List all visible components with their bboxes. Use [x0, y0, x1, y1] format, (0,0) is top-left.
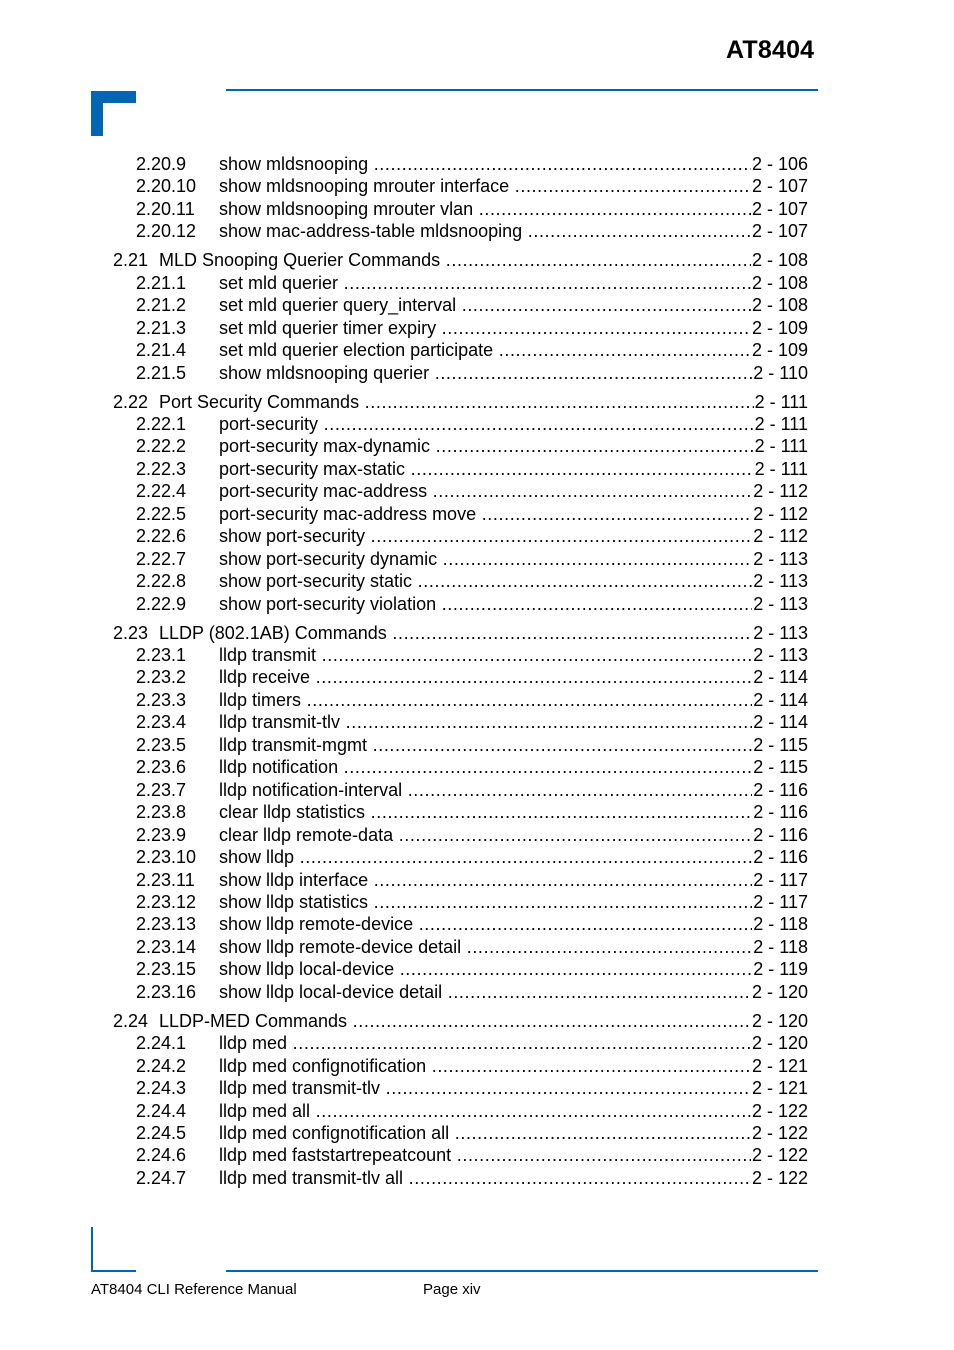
toc-entry-title-text: lldp med confignotification all	[219, 1122, 450, 1143]
toc-entry-number: 2.23.15	[136, 959, 197, 980]
toc-entry[interactable]	[0, 1100, 954, 1122]
toc-entry-number: 2.24.5	[136, 1122, 187, 1143]
toc-entry[interactable]	[0, 1077, 954, 1099]
toc-entry-title-text: clear lldp statistics	[219, 802, 366, 823]
toc-entry-title-text: LLDP-MED Commands	[159, 1010, 348, 1031]
toc-entry[interactable]	[0, 593, 954, 615]
toc-entry-number: 2.24.4	[136, 1100, 187, 1121]
toc-entry-number: 2.21.5	[136, 362, 187, 383]
toc-entry-page: 2 - 116	[753, 847, 808, 867]
toc-entry-number: 2.23.8	[136, 802, 187, 823]
toc-entry-number: 2.21.2	[136, 295, 187, 316]
toc-entry-title	[219, 666, 808, 688]
toc-entry-title	[219, 801, 808, 823]
toc-entry-number: 2.23.7	[136, 779, 187, 800]
toc-entry-title-text: LLDP (802.1AB) Commands	[159, 622, 387, 643]
toc-entry[interactable]	[0, 198, 954, 220]
toc-entry[interactable]	[0, 711, 954, 733]
toc-section-entry[interactable]	[0, 249, 954, 271]
toc-entry[interactable]	[0, 779, 954, 801]
toc-entry-number: 2.21.3	[136, 317, 187, 338]
toc-entry-number: 2.20.12	[136, 221, 197, 242]
toc-entry-title	[219, 272, 808, 294]
toc-entry-page: 2 - 122	[751, 1167, 808, 1188]
toc-entry-title-text: show mldsnooping querier	[219, 362, 430, 383]
footer-rule	[226, 1270, 818, 1272]
toc-entry[interactable]	[0, 294, 954, 316]
toc-entry-title-text: set mld querier	[219, 272, 339, 293]
toc-entry-number: 2.23.1	[136, 645, 187, 665]
toc-entry-title-text: clear lldp remote-data	[219, 824, 394, 845]
toc-entry-title	[219, 525, 808, 547]
toc-entry[interactable]	[0, 666, 954, 688]
toc-entry[interactable]	[0, 362, 954, 384]
toc-entry-number: 2.23.2	[136, 667, 187, 688]
toc-entry-title-text: lldp med faststartrepeatcount	[219, 1145, 452, 1166]
toc-entry-number: 2.23.6	[136, 757, 187, 778]
toc-entry-title	[219, 936, 808, 958]
toc-entry-title	[219, 1055, 808, 1077]
toc-entry-title-text: set mld querier election participate	[219, 340, 494, 361]
header-rule	[226, 89, 818, 91]
footer-bracket-horizontal	[91, 1270, 136, 1272]
toc-entry-title	[219, 294, 808, 316]
toc-entry[interactable]	[0, 1144, 954, 1166]
toc-entry-number: 2.24.6	[136, 1145, 187, 1166]
toc-entry-page: 2 - 116	[753, 802, 808, 823]
toc-entry-title-text: lldp med confignotification	[219, 1055, 427, 1076]
toc-entry-page: 2 - 115	[753, 757, 808, 778]
toc-entry-number: 2.22.4	[136, 481, 187, 502]
toc-entry-page: 2 - 111	[754, 391, 808, 412]
toc-entry-number: 2.24.2	[136, 1055, 187, 1076]
toc-entry-title-text: show lldp local-device detail	[219, 981, 443, 1002]
toc-entry[interactable]	[0, 480, 954, 502]
toc-entry-title-text: show port-security static	[219, 571, 413, 592]
toc-entry-number: 2.22.5	[136, 503, 187, 524]
toc-entry-page: 2 - 111	[754, 458, 808, 479]
toc-entry[interactable]	[0, 1167, 954, 1189]
toc-entry-number: 2.23	[113, 622, 149, 643]
toc-entry-title-text: lldp med transmit-tlv all	[219, 1167, 404, 1188]
toc-entry-number: 2.23.11	[136, 869, 195, 890]
toc-entry-title-text: show lldp local-device	[219, 959, 395, 980]
toc-entry-page: 2 - 121	[751, 1078, 808, 1098]
toc-entry-title	[219, 175, 808, 197]
toc-entry-title	[219, 593, 808, 615]
toc-entry-number: 2.23.10	[136, 847, 197, 867]
toc-entry-title-text: port-security max-dynamic	[219, 436, 431, 457]
toc-entry-title-text: MLD Snooping Querier Commands	[159, 250, 441, 271]
toc-entry-page: 2 - 121	[751, 1055, 808, 1076]
toc-entry-title-text: set mld querier timer expiry	[219, 317, 437, 338]
toc-entry[interactable]	[0, 891, 954, 913]
toc-entry-number: 2.20.11	[136, 198, 195, 219]
toc-entry-number: 2.22.7	[136, 548, 187, 569]
toc-entry-title	[219, 1032, 808, 1054]
toc-entry-number: 2.23.13	[136, 914, 197, 935]
toc-entry-title-text: port-security mac-address	[219, 481, 428, 502]
toc-entry-title-text: show mldsnooping mrouter vlan	[219, 198, 474, 219]
toc-entry-page: 2 - 118	[753, 936, 808, 957]
toc-entry-number: 2.21.4	[136, 340, 187, 361]
toc-entry-title	[219, 756, 808, 778]
toc-entry-page: 2 - 107	[751, 221, 808, 242]
toc-entry-title-text: lldp med all	[219, 1100, 311, 1121]
toc-entry-title-text: show mldsnooping mrouter interface	[219, 176, 510, 197]
toc-entry-title-text: lldp receive	[219, 667, 311, 688]
toc-entry-page: 2 - 106	[751, 154, 808, 174]
toc-entry-title-text: lldp med	[219, 1033, 288, 1054]
toc-entry-title	[219, 458, 808, 480]
toc-entry-title	[219, 1100, 808, 1122]
toc-entry-title-text: port-security max-static	[219, 458, 406, 479]
toc-entry-number: 2.23.9	[136, 824, 187, 845]
toc-entry-page: 2 - 111	[754, 436, 808, 457]
toc-entry[interactable]	[0, 981, 954, 1003]
toc-entry-number: 2.22.6	[136, 526, 187, 547]
toc-entry-page: 2 - 116	[753, 824, 808, 845]
toc-entry-number: 2.22.8	[136, 571, 187, 592]
toc-entry-title-text: lldp timers	[219, 689, 302, 710]
toc-entry-page: 2 - 122	[751, 1100, 808, 1121]
toc-entry[interactable]	[0, 1055, 954, 1077]
toc-entry-title	[219, 413, 808, 435]
toc-entry[interactable]	[0, 339, 954, 361]
corner-bracket-icon	[91, 91, 136, 136]
toc-entry[interactable]	[0, 503, 954, 525]
toc-entry-title	[219, 1077, 808, 1099]
toc-entry-title-text: lldp notification-interval	[219, 779, 403, 800]
toc-section-entry[interactable]	[0, 391, 954, 413]
toc-entry-page: 2 - 108	[751, 250, 808, 271]
toc-entry-page: 2 - 113	[753, 622, 808, 643]
toc-entry-number: 2.22.3	[136, 458, 187, 479]
toc-entry-number: 2.23.3	[136, 689, 187, 710]
toc-entry[interactable]	[0, 413, 954, 435]
toc-entry-number: 2.23.14	[136, 936, 197, 957]
toc-entry[interactable]	[0, 936, 954, 958]
toc-entry-title-text: port-security	[219, 413, 319, 434]
toc-section-entry[interactable]	[0, 1010, 954, 1032]
toc-entry[interactable]	[0, 458, 954, 480]
toc-entry-page: 2 - 120	[751, 981, 808, 1002]
toc-entry-page: 2 - 119	[753, 959, 808, 980]
toc-entry-title	[159, 391, 808, 413]
toc-entry-title	[219, 548, 808, 570]
toc-entry-page: 2 - 118	[753, 914, 808, 935]
toc-entry-number: 2.22.1	[136, 413, 187, 434]
toc-entry[interactable]	[0, 846, 954, 868]
toc-entry-number: 2.24.7	[136, 1167, 187, 1188]
toc-entry-number: 2.22.9	[136, 593, 187, 614]
toc-entry-title	[159, 622, 808, 644]
toc-entry[interactable]	[0, 525, 954, 547]
toc-entry[interactable]	[0, 801, 954, 823]
toc-entry[interactable]	[0, 734, 954, 756]
toc-entry-title	[159, 249, 808, 271]
toc-entry-title	[219, 198, 808, 220]
toc-entry-page: 2 - 112	[753, 526, 808, 547]
toc-entry-title-text: lldp transmit-mgmt	[219, 734, 368, 755]
toc-entry[interactable]	[0, 570, 954, 592]
toc-entry[interactable]	[0, 1032, 954, 1054]
toc-entry-title-text: show port-security violation	[219, 593, 437, 614]
toc-entry[interactable]	[0, 958, 954, 980]
toc-entry-title-text: show mldsnooping	[219, 154, 369, 174]
toc-entry[interactable]	[0, 644, 954, 666]
toc-entry-page: 2 - 112	[753, 503, 808, 524]
toc-entry-title	[219, 1167, 808, 1189]
toc-entry-title	[219, 846, 808, 868]
toc-entry-page: 2 - 108	[751, 295, 808, 316]
toc-entry-page: 2 - 120	[751, 1010, 808, 1031]
toc-entry-title	[219, 711, 808, 733]
toc-entry-title-text: show port-security dynamic	[219, 548, 438, 569]
toc-entry-title-text: lldp notification	[219, 757, 339, 778]
toc-entry[interactable]	[0, 548, 954, 570]
toc-entry-title	[219, 913, 808, 935]
toc-entry-title	[219, 153, 808, 175]
toc-entry[interactable]	[0, 869, 954, 891]
toc-entry-page: 2 - 107	[751, 198, 808, 219]
toc-entry-title-text: show lldp remote-device	[219, 914, 414, 935]
toc-entry-title	[219, 503, 808, 525]
toc-entry-page: 2 - 108	[751, 272, 808, 293]
toc-entry-number: 2.21.1	[136, 272, 187, 293]
toc-entry[interactable]	[0, 153, 954, 175]
toc-entry-number: 2.22.2	[136, 436, 187, 457]
toc-entry-title-text: lldp med transmit-tlv	[219, 1078, 381, 1098]
toc-entry-title-text: Port Security Commands	[159, 391, 360, 412]
toc-entry[interactable]	[0, 317, 954, 339]
toc-entry-number: 2.22	[113, 391, 149, 412]
toc-entry-page: 2 - 120	[751, 1033, 808, 1054]
toc-entry-title-text: show port-security	[219, 526, 366, 547]
toc-entry-title-text: port-security mac-address move	[219, 503, 477, 524]
toc-entry-title	[219, 734, 808, 756]
toc-entry-page: 2 - 114	[753, 712, 808, 733]
toc-entry-page: 2 - 111	[754, 413, 808, 434]
toc-entry-page: 2 - 109	[751, 340, 808, 361]
toc-entry-page: 2 - 115	[753, 734, 808, 755]
manual-name: AT8404 CLI Reference Manual	[91, 1281, 297, 1298]
toc-entry-title	[219, 958, 808, 980]
toc-entry[interactable]	[0, 824, 954, 846]
toc-entry-page: 2 - 110	[753, 362, 808, 383]
toc-entry[interactable]	[0, 756, 954, 778]
toc-entry[interactable]	[0, 689, 954, 711]
toc-entry-number: 2.21	[113, 250, 149, 271]
toc-entry-page: 2 - 113	[753, 645, 808, 665]
toc-entry-title-text: show lldp statistics	[219, 891, 369, 912]
toc-entry-title	[219, 779, 808, 801]
toc-entry[interactable]	[0, 175, 954, 197]
toc-entry-page: 2 - 109	[751, 317, 808, 338]
toc-entry-page: 2 - 114	[753, 689, 808, 710]
toc-entry-title	[219, 689, 808, 711]
toc-entry-title	[219, 435, 808, 457]
toc-entry-title	[219, 891, 808, 913]
toc-entry-page: 2 - 114	[753, 667, 808, 688]
toc-entry-page: 2 - 122	[751, 1145, 808, 1166]
toc-entry-title-text: show lldp remote-device detail	[219, 936, 462, 957]
toc-entry-title	[219, 362, 808, 384]
toc-entry-title	[219, 220, 808, 242]
toc-entry-title	[159, 1010, 808, 1032]
toc-entry-title-text: lldp transmit	[219, 645, 317, 665]
toc-entry-number: 2.24	[113, 1010, 149, 1031]
toc-entry-page: 2 - 122	[751, 1122, 808, 1143]
toc-entry[interactable]	[0, 220, 954, 242]
toc-entry-number: 2.20.9	[136, 154, 187, 174]
toc-entry-number: 2.24.1	[136, 1033, 187, 1054]
footer-bracket-vertical	[91, 1227, 93, 1272]
toc-entry-title-text: set mld querier query_interval	[219, 295, 457, 316]
toc-entry-title	[219, 480, 808, 502]
toc-entry-title-text: show lldp interface	[219, 869, 369, 890]
toc-section-entry[interactable]	[0, 622, 954, 644]
toc-entry[interactable]	[0, 272, 954, 294]
toc-entry-number: 2.23.12	[136, 891, 197, 912]
toc-entry-number: 2.23.5	[136, 734, 187, 755]
toc-entry-page: 2 - 113	[753, 593, 808, 614]
page-number: Page xiv	[423, 1281, 481, 1298]
toc-entry-number: 2.23.4	[136, 712, 187, 733]
toc-entry-number: 2.24.3	[136, 1078, 187, 1098]
toc-entry-title-text: show mac-address-table mldsnooping	[219, 221, 523, 242]
document-title: AT8404	[726, 36, 815, 64]
toc-entry[interactable]	[0, 435, 954, 457]
toc-entry-title	[219, 1144, 808, 1166]
toc-entry-page: 2 - 112	[753, 481, 808, 502]
toc-entry-page: 2 - 117	[753, 869, 808, 890]
toc-entry-page: 2 - 116	[753, 779, 808, 800]
toc-entry-title	[219, 644, 808, 666]
toc-entry-title	[219, 981, 808, 1003]
toc-entry-page: 2 - 113	[753, 548, 808, 569]
toc-entry-title-text: lldp transmit-tlv	[219, 712, 341, 733]
toc-entry-number: 2.23.16	[136, 981, 197, 1002]
toc-entry-title	[219, 869, 808, 891]
toc-entry-title	[219, 1122, 808, 1144]
toc-entry-page: 2 - 113	[753, 571, 808, 592]
toc-entry-number: 2.20.10	[136, 176, 197, 197]
toc-entry-title	[219, 570, 808, 592]
toc-entry-title	[219, 824, 808, 846]
toc-entry-title	[219, 339, 808, 361]
toc-entry[interactable]	[0, 1122, 954, 1144]
toc-entry-title	[219, 317, 808, 339]
toc-entry-page: 2 - 107	[751, 176, 808, 197]
toc-entry-page: 2 - 117	[753, 891, 808, 912]
toc-entry-title-text: show lldp	[219, 847, 295, 867]
toc-entry[interactable]	[0, 913, 954, 935]
